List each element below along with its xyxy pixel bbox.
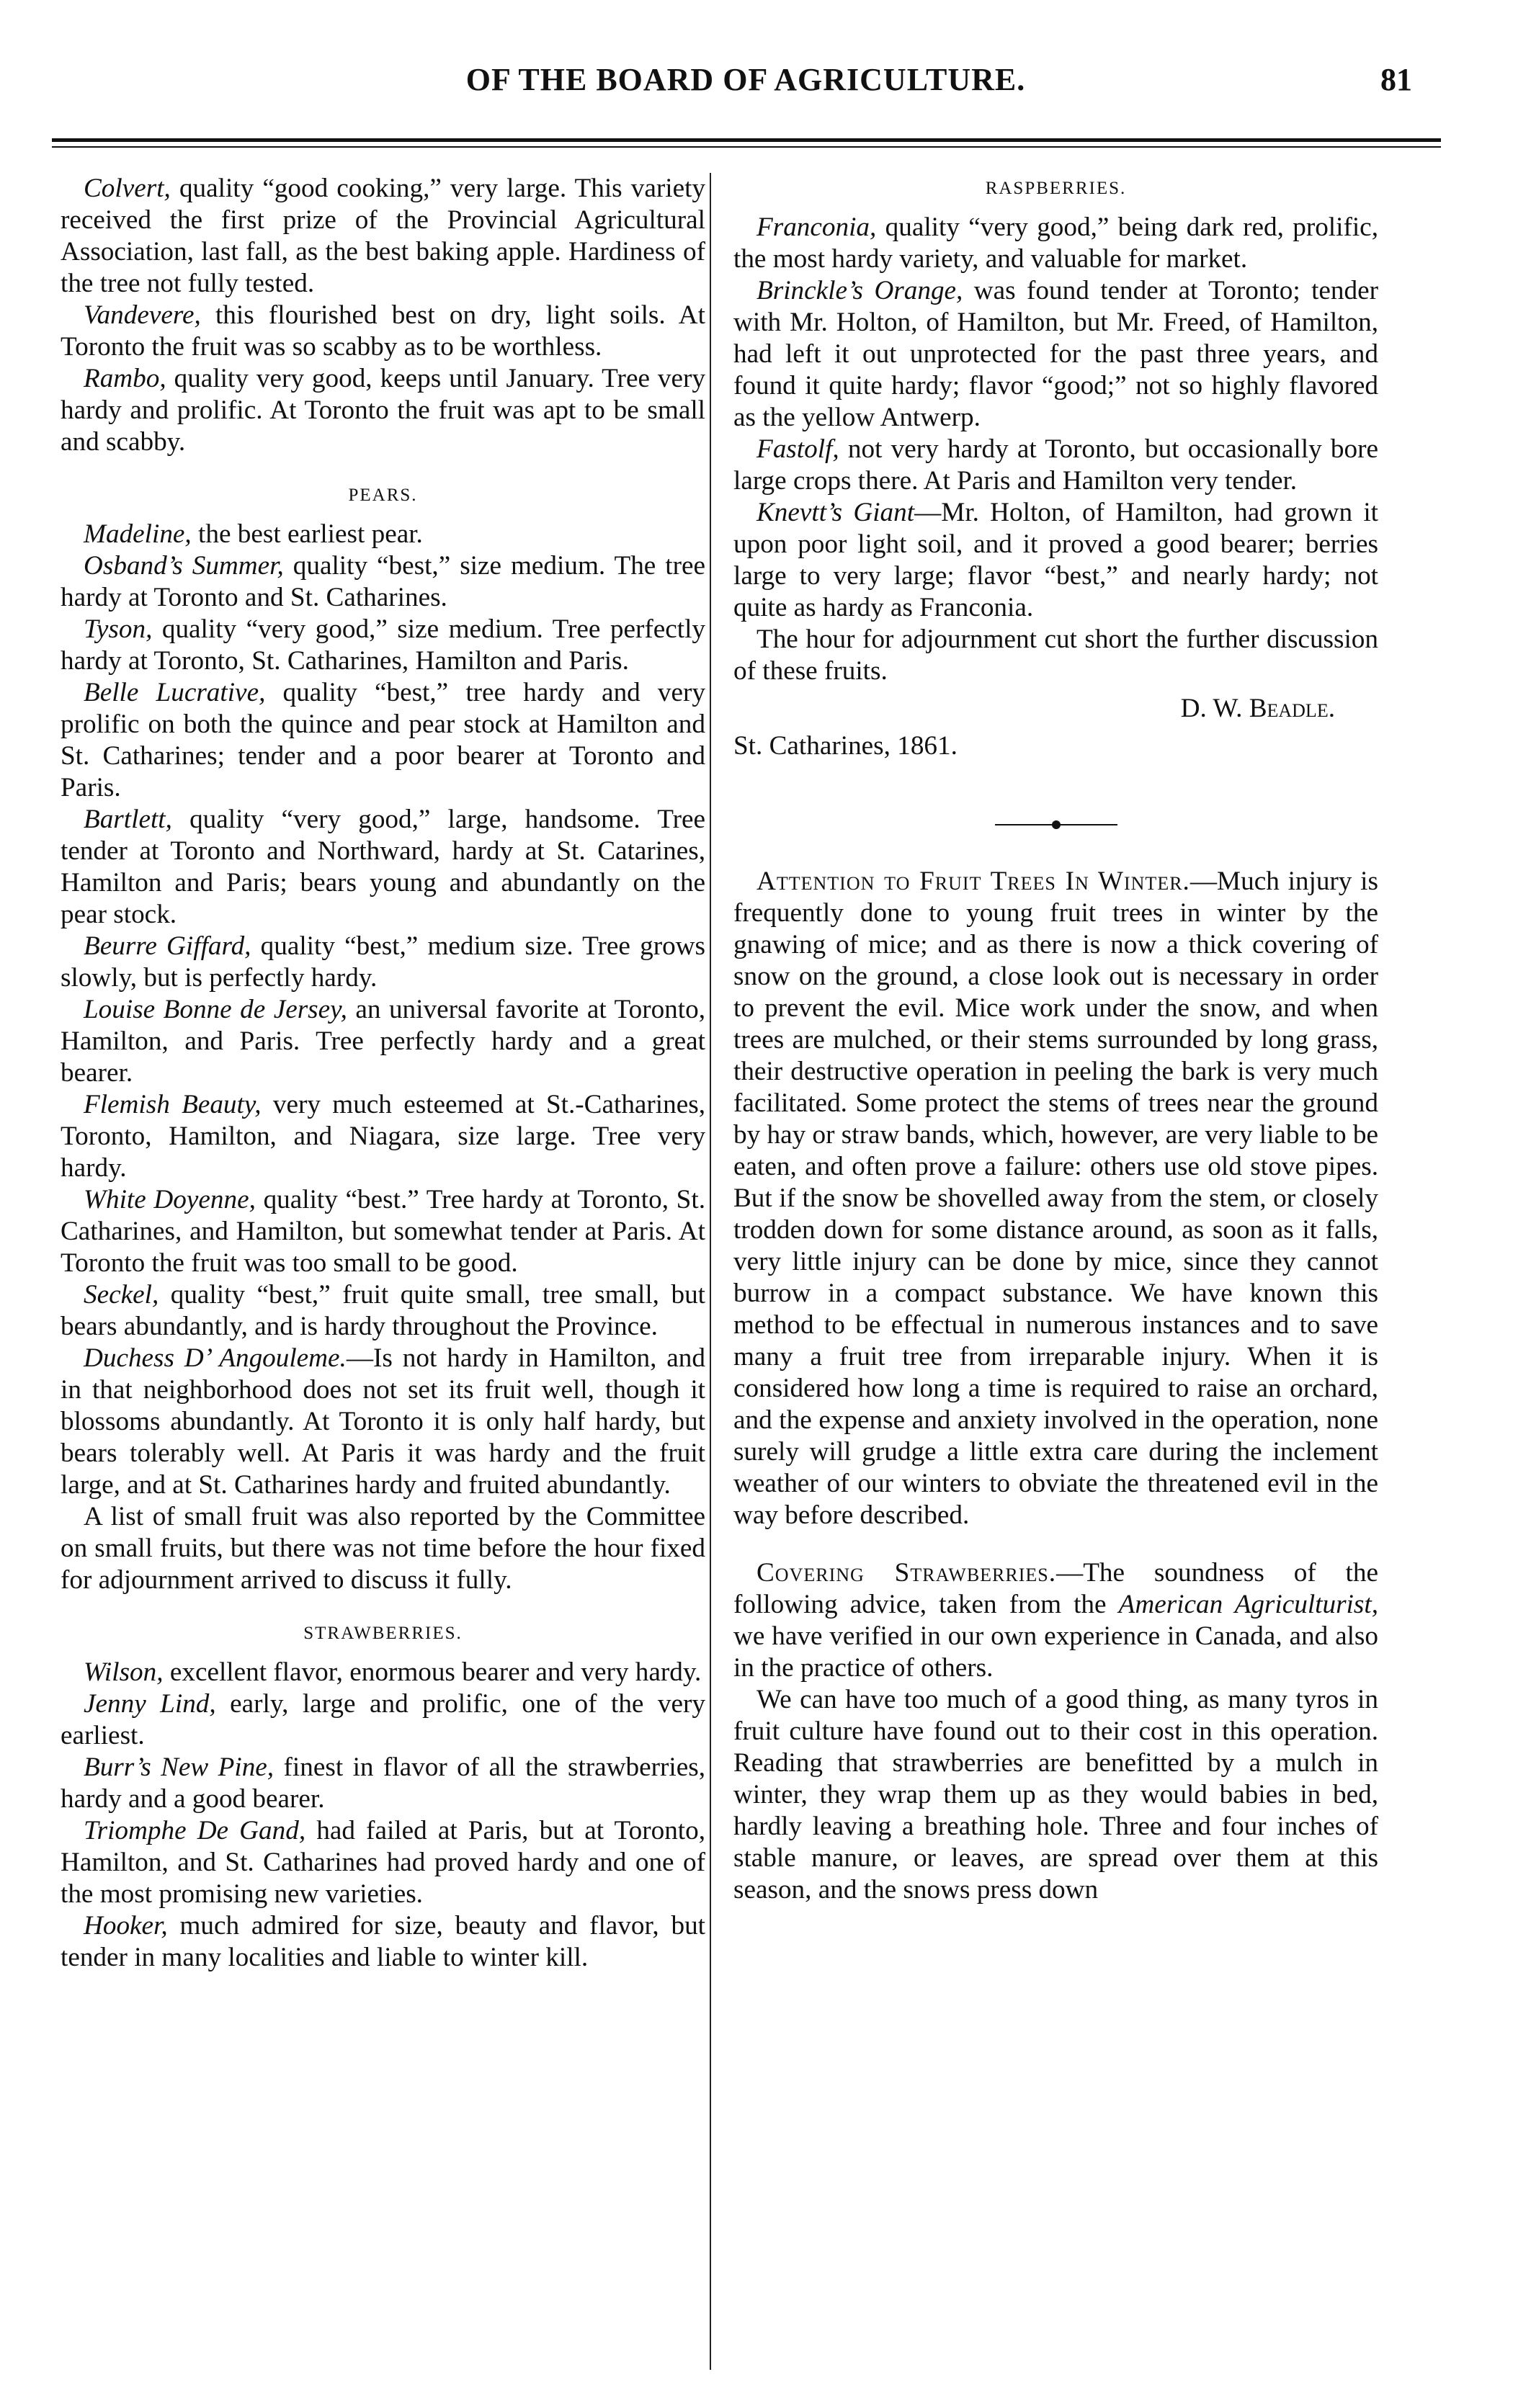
column-divider [710, 173, 711, 2370]
pear-beurre-giffard: Beurre Giffard, quality “best,” medium size. Tree grows slowly, but is perfectly hardy. [61, 931, 705, 993]
strawberries-heading: STRAWBERRIES. [303, 1624, 463, 1643]
header-rule-thin [52, 146, 1441, 148]
straw-jenny-lind: Jenny Lind, early, large and prolific, one of the very earliest. [61, 1689, 705, 1750]
apple-colvert: Colvert, quality “good cooking,” very large. This variety received the first prize of the Provincial Agricultural Association, last fall, as the best baking apple. Hardiness of the tree not fully tested. [61, 174, 705, 298]
header-rule-thick [52, 138, 1441, 142]
pear-madeline: Madeline, the best earliest pear. [84, 519, 423, 549]
covering-continued: We can have too much of a good thing, as many tyros in fruit culture have found out to their cost in this operation. Reading that strawberries are benefitted by a mulch in winter, they wrap them up as they would babies in bed, hardly leaving a breathing hole. Three and four inches of stable manure, or leaves, are spread over them at this season, and the snows press down [733, 1685, 1378, 1905]
pear-louise-bonne: Louise Bonne de Jersey, an universal favorite at Toronto, Hamilton, and Paris. Tree perfectly hardy and a great bearer. [61, 995, 705, 1088]
section-separator [995, 820, 1117, 830]
pear-bartlett: Bartlett, quality “very good,” large, handsome. Tree tender at Toronto and Northward, hardy at St. Catarines, Hamilton and Paris; bears young and abundantly on the pear stock. [61, 805, 705, 929]
pear-white-doyenne: White Doyenne, quality “best.” Tree hardy at Toronto, St. Catharines, and Hamilton, but somewhat tender at Paris. At Toronto the fruit was too small to be good. [61, 1185, 705, 1278]
pear-belle-lucrative: Belle Lucrative, quality “best,” tree hardy and very prolific on both the quince and pear stock at Hamilton and St. Catharines; tender and a poor bearer at Toronto and Paris. [61, 678, 705, 802]
pear-tyson: Tyson, quality “very good,” size medium. Tree perfectly hardy at Toronto, St. Catharines, Hamilton and Paris. [61, 614, 705, 676]
pears-heading: PEARS. [348, 485, 418, 505]
rasp-brinckle: Brinckle’s Orange, was found tender at Toronto; tender with Mr. Holton, of Hamilton, but Mr. Freed, of Hamilton, had left it out unprotected for the past three years, and found it quite hardy; flavor “good;” not so highly flavored as the yellow Antwerp. [733, 276, 1378, 432]
pear-flemish-beauty: Flemish Beauty, very much esteemed at St.-Catharines, Toronto, Hamilton, and Niagara, size large. Tree very hardy. [61, 1090, 706, 1183]
small-fruit-note: A list of small fruit was also reported by the Committee on small fruits, but there was not time before the hour fixed for adjournment arrived to discuss it fully. [61, 1502, 705, 1595]
straw-wilson: Wilson, excellent flavor, enormous bearer and very hardy. [84, 1657, 702, 1687]
pear-osband: Osband’s Summer, quality “best,” size medium. The tree hardy at Toronto and St. Catharines. [61, 551, 705, 612]
running-header [50, 61, 1441, 112]
pear-duchess: Duchess D’ Angouleme.—Is not hardy in Hamilton, and in that neighborhood does not set its fruit well, though it blossoms abundantly. At Toronto it is only half hardy, but bears tolerably well. At Paris it was hardy and the fruit large, and at St. Catharines hardy and fruited abundantly. [61, 1343, 705, 1500]
straw-hooker: Hooker, much admired for size, beauty and flavor, but tender in many localities and liable to winter kill. [61, 1911, 705, 1972]
apple-rambo: Rambo, quality very good, keeps until January. Tree very hardy and prolific. At Toronto the fruit was apt to be small and scabby. [61, 364, 705, 457]
straw-burrs-new-pine: Burr’s New Pine, finest in flavor of all the strawberries, hardy and a good bearer. [61, 1753, 705, 1814]
place-date: St. Catharines, 1861. [733, 731, 958, 761]
raspberries-heading: RASPBERRIES. [985, 179, 1127, 198]
attention-article: Attention to Fruit Trees In Winter.—Much injury is frequently done to young fruit trees in winter by the gnawing of mice; and as there is now a thick covering of snow on the ground, a close look out is necessary in order to prevent the evil. Mice work under the snow, and when trees are mulched, or their stems surrounded by long grass, their destructive operation in peeling the bark is very much facilitated. Some protect the stems of trees near the ground by hay or straw bands, which, however, are very liable to be eaten, and often prove a failure: others use old stove pipes. But if the snow be shovelled away from the stem, or closely trodden down for some distance around, as soon as it falls, very little injury can be done by mice, since they cannot burrow in a compact substance. We have known this method to be effectual in numerous instances and to save many a fruit tree from irreparable injury. When it is considered how long a time is required to raise an orchard, and the expense and anxiety involved in the operation, none surely will grudge a little extra care during the inclement weather of our winters to obviate the threatened evil in the way before described. [733, 867, 1378, 1530]
covering-article: Covering Strawberries.—The soundness of the following advice, taken from the American Agriculturist, we have verified in our own experience in Canada, and also in the practice of others. [733, 1558, 1378, 1683]
right-column [733, 173, 1378, 1906]
apple-vandevere: Vandevere, this flourished best on dry, light soils. At Toronto the fruit was so scabby as to be worthless. [61, 300, 705, 362]
page-number: 81 [1380, 62, 1412, 97]
running-title: OF THE BOARD OF AGRICULTURE. [465, 62, 1026, 97]
rasp-fastolf: Fastolf, not very hardy at Toronto, but occasionally bore large crops there. At Paris and Hamilton very tender. [733, 434, 1378, 496]
rasp-knevett: Knevtt’s Giant—Mr. Holton, of Hamilton, had grown it upon poor light soil, and it proved a good bearer; berries large to very large; flavor “best,” and nearly hardy; not quite as hardy as Franconia. [733, 498, 1378, 622]
straw-triomphe: Triomphe De Gand, had failed at Paris, but at Toronto, Hamilton, and St. Catharines had proved hardy and one of the most promising new varieties. [61, 1816, 706, 1909]
signature: D. W. Beadle. [1180, 694, 1335, 723]
pear-seckel: Seckel, quality “best,” fruit quite small, tree small, but bears abundantly, and is hardy throughout the Province. [61, 1280, 705, 1341]
adjournment-note: The hour for adjournment cut short the further discussion of these fruits. [733, 625, 1378, 686]
left-column [61, 173, 705, 1974]
rasp-franconia: Franconia, quality “very good,” being dark red, prolific, the most hardy variety, and valuable for market. [733, 212, 1378, 274]
